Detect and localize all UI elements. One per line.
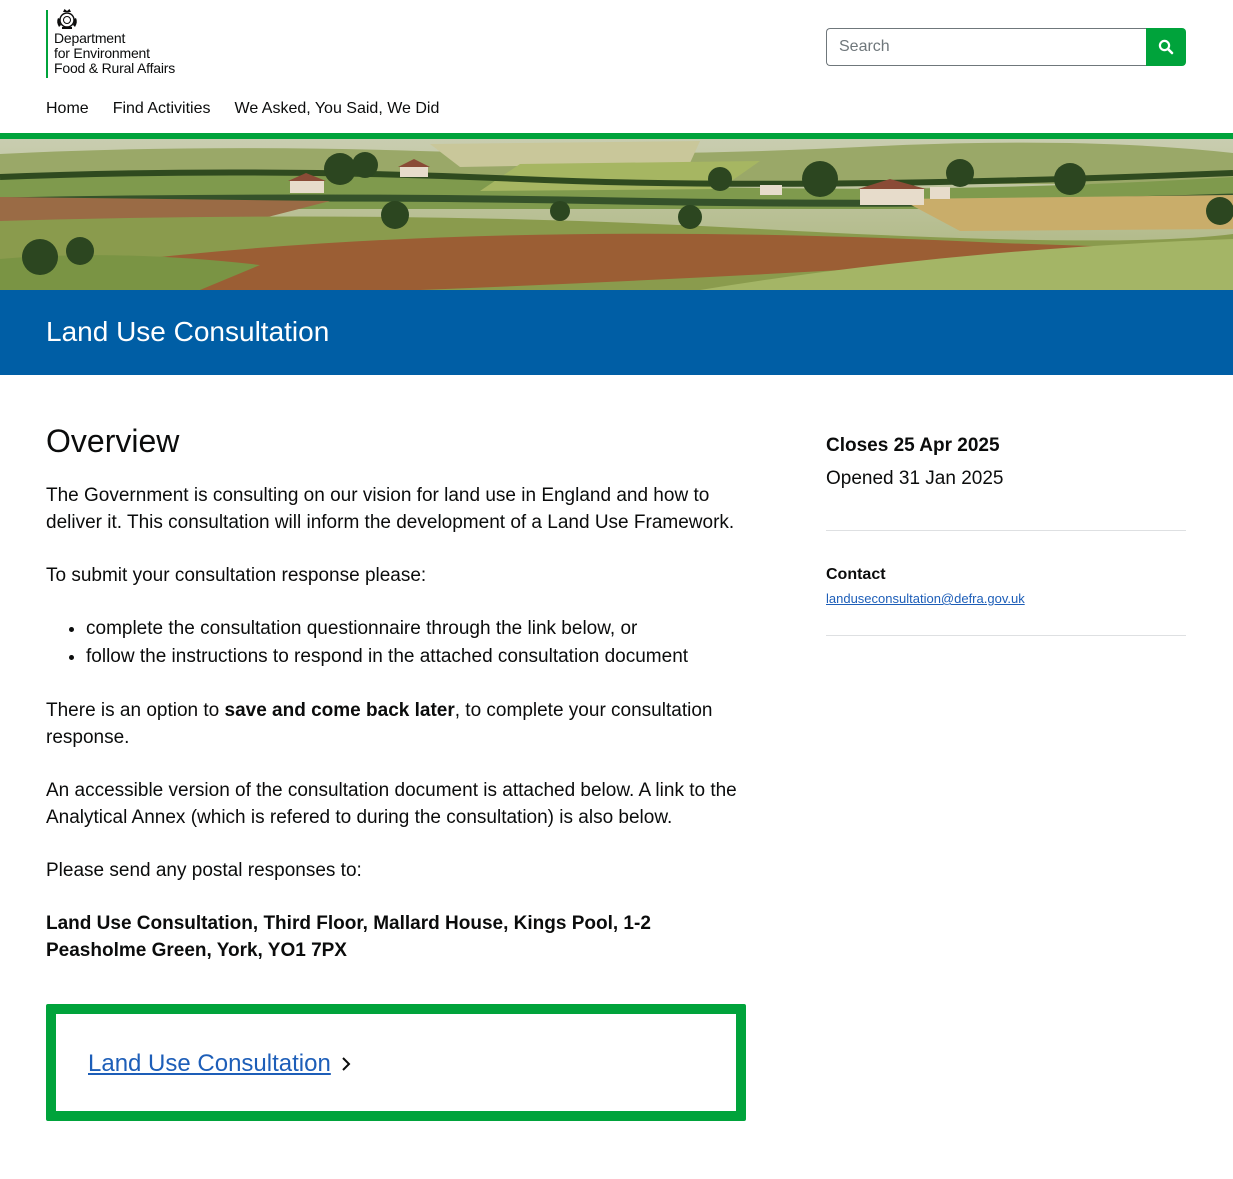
- defra-logo[interactable]: [46, 8, 196, 80]
- postal-address: Land Use Consultation, Third Floor, Mallard House, Kings Pool, 1-2 Peasholme Green, York, YO1 7PX: [46, 913, 651, 961]
- save-note-bold: save and come back later: [224, 700, 455, 721]
- consultation-link-label: Land Use Consultation: [88, 1050, 331, 1077]
- consultation-link-box: [46, 1004, 746, 1121]
- accessible-version-note: An accessible version of the consultation document is attached below. A link to the Analytical Annex (which is refered to during the consultation) is also below.: [46, 780, 737, 828]
- royal-crest-icon: [54, 8, 80, 30]
- landscape-banner-image: [0, 139, 1233, 290]
- logo-line-1: Department: [54, 30, 126, 46]
- contact-heading: Contact: [826, 566, 886, 583]
- logo-line-3: Food & Rural Affairs: [54, 60, 176, 76]
- opening-date: Opened 31 Jan 2025: [826, 468, 1004, 489]
- nav-find-activities[interactable]: Find Activities: [112, 100, 211, 117]
- logo-line-2: for Environment: [54, 45, 150, 61]
- chevron-right-icon: [341, 1056, 351, 1072]
- list-item: • complete the consultation questionnaire through the link below, or: [86, 615, 746, 643]
- submit-options-list: [86, 615, 746, 671]
- postal-intro: Please send any postal responses to:: [46, 860, 362, 881]
- submit-instructions: To submit your consultation response please:: [46, 565, 427, 586]
- search-form: [826, 28, 1186, 66]
- nav-we-asked[interactable]: We Asked, You Said, We Did: [234, 100, 440, 117]
- closing-date: Closes 25 Apr 2025: [826, 435, 1000, 456]
- main-nav: [46, 98, 439, 120]
- save-note-end: , to complete your consultation response.: [46, 700, 713, 748]
- search-button[interactable]: [1146, 28, 1186, 66]
- consultation-meta-sidebar: [826, 432, 1186, 636]
- page-title: Land Use Consultation: [46, 316, 330, 347]
- search-icon: [1158, 39, 1174, 55]
- site-header: [0, 0, 1233, 133]
- consultation-link[interactable]: [88, 1048, 351, 1080]
- search-input[interactable]: [826, 28, 1146, 66]
- save-later-note: [46, 697, 746, 751]
- nav-home[interactable]: Home: [46, 100, 89, 117]
- overview-intro: The Government is consulting on our vision for land use in England and how to deliver it. This consultation will inform the development of a Land Use Framework.: [46, 485, 735, 533]
- list-item: • follow the instructions to respond in the attached consultation document: [86, 643, 746, 671]
- divider: [826, 530, 1186, 531]
- overview-heading: Overview: [46, 423, 180, 459]
- divider: [826, 635, 1186, 636]
- save-note-start: There is an option to: [46, 700, 225, 721]
- page-title-bar: [0, 290, 1233, 375]
- contact-email-link[interactable]: landuseconsultation@defra.gov.uk: [826, 591, 1025, 606]
- main-content: [46, 420, 746, 1121]
